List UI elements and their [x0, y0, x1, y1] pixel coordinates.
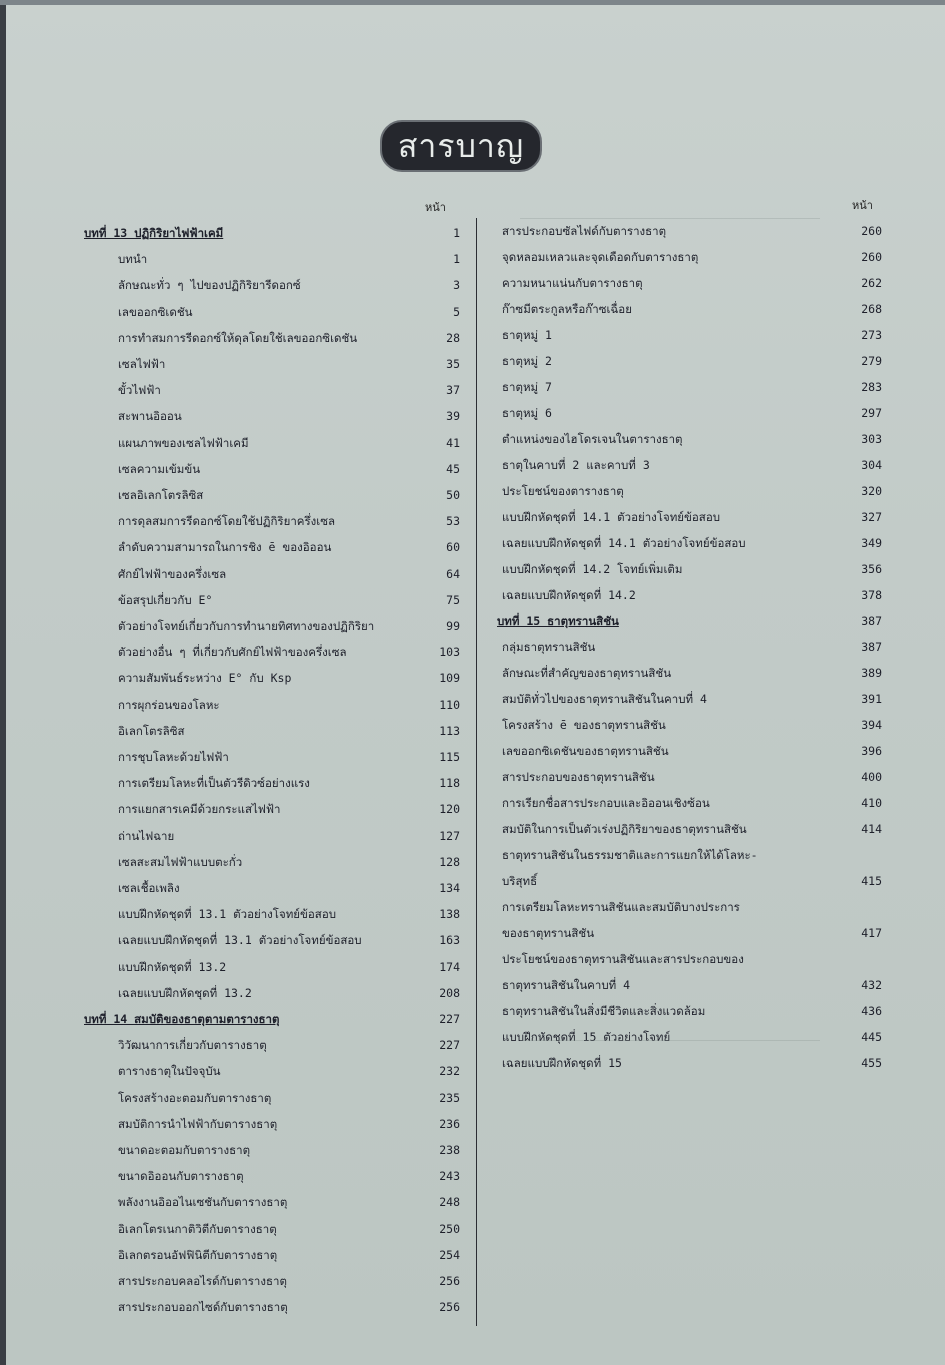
toc-entry-page: 174 — [439, 959, 460, 974]
toc-entry-title: จุดหลอมเหลวและจุดเดือดกับตารางธาตุ — [502, 250, 699, 264]
toc-entry-title: ขั้วไฟฟ้า — [118, 383, 161, 398]
toc-entry-page: 262 — [861, 276, 882, 290]
toc-entry-title: แบบฝึกหัดชุดที่ 14.2 โจทย์เพิ่มเติม — [502, 562, 683, 576]
toc-entry-page: 304 — [861, 458, 882, 472]
toc-entry-page: 235 — [439, 1090, 460, 1105]
toc-entry-page: 356 — [861, 562, 882, 576]
toc-entry-page: 128 — [439, 854, 460, 869]
toc-entry-title: วิวัฒนาการเกี่ยวกับตารางธาตุ — [118, 1038, 267, 1053]
toc-entry-page: 455 — [861, 1056, 882, 1070]
toc-entry-title: ลำดับความสามารถในการชิง ē ของอิออน — [118, 540, 332, 555]
toc-entry-page: 208 — [439, 985, 460, 1000]
page-column-header-right: หน้า — [852, 199, 873, 212]
toc-entry-page: 138 — [439, 907, 460, 922]
toc-entry-page: 99 — [446, 619, 460, 633]
page-column-header-left: หน้า — [425, 201, 446, 214]
toc-entry-page: 1 — [453, 252, 460, 267]
page-binding-edge — [0, 0, 6, 1365]
toc-entry-page: 256 — [439, 1300, 460, 1315]
toc-entry-page: 414 — [861, 822, 882, 836]
toc-entry-title: แบบฝึกหัดชุดที่ 14.1 ตัวอย่างโจทย์ข้อสอบ — [502, 510, 721, 524]
toc-entry-title: สมบัติในการเป็นตัวเร่งปฏิกิริยาของธาตุทรานสิชัน — [502, 822, 747, 836]
toc-entry-page: 243 — [439, 1169, 460, 1184]
toc-entry-title: บทนำ — [118, 252, 148, 267]
toc-entry-page: 75 — [446, 592, 460, 607]
toc-entry-page: 387 — [861, 640, 882, 654]
toc-entry-page: 110 — [439, 697, 460, 712]
toc-chapter-heading: บทที่ 13 ปฏิกิริยาไฟฟ้าเคมี — [84, 226, 224, 240]
toc-entry-title: เฉลยแบบฝึกหัดชุดที่ 14.1 ตัวอย่างโจทย์ข้อสอบ — [502, 536, 746, 550]
toc-entry-title: ธาตุหมู่ 6 — [502, 406, 552, 420]
toc-entry-page: 53 — [446, 514, 460, 529]
toc-entry-page: 417 — [861, 926, 882, 940]
toc-entry-page: 256 — [439, 1274, 460, 1288]
toc-entry-title: ประโยชน์ของธาตุทรานสิชันและสารประกอบของ — [502, 952, 744, 966]
toc-entry-page: 415 — [861, 874, 882, 888]
toc-entry-title: สมบัติทั่วไปของธาตุทรานสิชันในคาบที่ 4 — [502, 692, 707, 706]
toc-entry-title: ธาตุหมู่ 1 — [502, 328, 552, 342]
show-through-line — [520, 218, 820, 219]
toc-entry-title: ตำแหน่งของไฮโดรเจนในตารางธาตุ — [502, 432, 683, 446]
toc-entry-page: 283 — [861, 380, 882, 394]
toc-entry-page: 248 — [439, 1195, 460, 1210]
toc-entry-page: 273 — [861, 328, 882, 342]
toc-entry-page: 113 — [439, 723, 460, 738]
toc-entry-title: ตัวอย่างอื่น ๆ ที่เกี่ยวกับศักย์ไฟฟ้าของครึ่งเซล — [118, 645, 347, 660]
toc-entry-title: ลักษณะที่สำคัญของธาตุทรานสิชัน — [502, 666, 672, 680]
toc-entry-title: เฉลยแบบฝึกหัดชุดที่ 13.1 ตัวอย่างโจทย์ข้อสอบ — [118, 933, 362, 948]
toc-entry-title: ศักย์ไฟฟ้าของครึ่งเซล — [118, 566, 227, 581]
toc-entry-page: 236 — [439, 1116, 460, 1131]
toc-entry-title: ก๊าซมีตระกูลหรือก๊าซเฉื่อย — [502, 302, 632, 316]
toc-entry-page: 115 — [439, 750, 460, 764]
toc-chapter-heading: บทที่ 15 ธาตุทรานสิชัน — [497, 614, 619, 628]
toc-entry-title: โครงสร้างอะตอมกับตารางธาตุ — [118, 1090, 272, 1105]
toc-entry-title: สารประกอบซัลไฟด์กับตารางธาตุ — [502, 224, 667, 238]
column-divider — [476, 218, 477, 1326]
toc-entry-title: การแยกสารเคมีด้วยกระแสไฟฟ้า — [118, 802, 281, 817]
toc-entry-page: 3 — [453, 278, 460, 293]
page-title: สารบาญ — [397, 126, 525, 165]
toc-entry-title: เซลความเข้มข้น — [118, 461, 201, 476]
toc-entry-page: 232 — [439, 1064, 460, 1079]
toc-entry-title: ประโยชน์ของตารางธาตุ — [502, 484, 624, 498]
toc-entry-page: 320 — [861, 484, 882, 498]
toc-entry-title: เฉลยแบบฝึกหัดชุดที่ 15 — [502, 1056, 622, 1070]
toc-entry-title: ตัวอย่างโจทย์เกี่ยวกับการทำนายทิศทางของปฏิกิริยา — [118, 619, 375, 633]
toc-entry-page: 109 — [439, 671, 460, 686]
toc-entry-title: ขนาดอะตอมกับตารางธาตุ — [118, 1143, 251, 1157]
toc-entry-title: ลักษณะทั่ว ๆ ไปของปฏิกิริยารีดอกซ์ — [118, 278, 301, 293]
toc-entry-page: 387 — [861, 614, 882, 628]
toc-entry-page: 297 — [861, 406, 882, 420]
toc-entry-page: 227 — [439, 1012, 460, 1026]
toc-entry-title: ตารางธาตุในปัจจุบัน — [118, 1064, 221, 1079]
toc-entry-title: ธาตุทรานสิชันในคาบที่ 4 — [502, 978, 631, 992]
toc-entry-page: 127 — [439, 828, 460, 843]
toc-entry-title: สารประกอบคลอไรด์กับตารางธาตุ — [118, 1274, 287, 1288]
toc-entry-page: 260 — [861, 250, 882, 264]
toc-entry-page: 396 — [861, 744, 882, 758]
toc-entry-page: 268 — [861, 302, 882, 316]
toc-entry-page: 389 — [861, 666, 882, 680]
toc-entry-title: แบบฝึกหัดชุดที่ 13.1 ตัวอย่างโจทย์ข้อสอบ — [118, 907, 337, 922]
toc-entry-page: 254 — [439, 1247, 460, 1262]
toc-entry-page: 60 — [446, 540, 460, 555]
toc-entry-page: 303 — [861, 432, 882, 446]
toc-entry-page: 391 — [861, 692, 882, 706]
toc-entry-title: กลุ่มธาตุทรานสิชัน — [502, 640, 596, 654]
toc-entry-page: 394 — [861, 718, 882, 732]
toc-entry-title: ข้อสรุปเกี่ยวกับ E° — [118, 592, 213, 607]
toc-entry-title: อิเลกโตรเนกาติวิตีกับตารางธาตุ — [118, 1221, 277, 1236]
toc-entry-page: 349 — [861, 536, 882, 550]
toc-entry-title: การเตรียมโลหะที่เป็นตัวรีดิวซ์อย่างแรง — [118, 776, 310, 791]
toc-entry-page: 436 — [861, 1004, 882, 1018]
toc-entry-page: 45 — [446, 461, 460, 476]
toc-entry-page: 41 — [446, 435, 460, 450]
toc-entry-title: ธาตุหมู่ 2 — [502, 354, 552, 368]
toc-entry-title: สารประกอบออกไซด์กับตารางธาตุ — [118, 1300, 288, 1315]
toc-entry-page: 279 — [861, 354, 882, 368]
toc-entry-page: 378 — [861, 588, 882, 602]
toc-entry-page: 227 — [439, 1038, 460, 1053]
toc-entry-title: แบบฝึกหัดชุดที่ 13.2 — [118, 959, 227, 974]
toc-entry-title: เซลเชื้อเพลิง — [118, 881, 180, 895]
show-through-line — [520, 1040, 820, 1041]
toc-entry-title: ของธาตุทรานสิชัน — [502, 926, 595, 940]
toc-entry-page: 118 — [439, 776, 460, 791]
toc-entry-page: 28 — [446, 330, 460, 345]
toc-entry-title: การชุบโลหะด้วยไฟฟ้า — [118, 750, 229, 764]
toc-entry-title: ความสัมพันธ์ระหว่าง E° กับ Ksp — [118, 671, 292, 686]
toc-entry-title: โครงสร้าง ē ของธาตุทรานสิชัน — [502, 718, 666, 732]
toc-entry-page: 103 — [439, 645, 460, 660]
toc-entry-page: 410 — [861, 796, 882, 810]
toc-entry-title: สารประกอบของธาตุทรานสิชัน — [502, 770, 655, 784]
toc-entry-title: สมบัติการนำไฟฟ้ากับตารางธาตุ — [118, 1116, 278, 1131]
toc-entry-title: อิเลกโตรลิซิส — [118, 723, 185, 738]
toc-entry-title: พลังงานอิออไนเซชันกับตารางธาตุ — [118, 1195, 288, 1210]
toc-entry-title: เฉลยแบบฝึกหัดชุดที่ 14.2 — [502, 588, 636, 602]
toc-entry-title: การดุลสมการรีดอกซ์โดยใช้ปฏิกิริยาครึ่งเซล — [118, 514, 336, 529]
toc-entry-title: การเตรียมโลหะทรานสิชันและสมบัติบางประการ — [502, 900, 740, 914]
toc-entry-page: 238 — [439, 1143, 460, 1157]
toc-entry-page: 400 — [861, 770, 882, 784]
toc-entry-title: ธาตุทรานสิชันในสิ่งมีชีวิตและสิ่งแวดล้อม — [502, 1004, 706, 1018]
toc-entry-title: ความหนาแน่นกับตารางธาตุ — [502, 276, 643, 290]
toc-entry-page: 250 — [439, 1221, 460, 1236]
toc-entry-page: 39 — [446, 409, 460, 424]
toc-entry-title: การเรียกชื่อสารประกอบและอิออนเชิงซ้อน — [502, 796, 710, 810]
toc-entry-title: บริสุทธิ์ — [502, 874, 538, 888]
toc-entry-page: 37 — [446, 383, 460, 398]
toc-entry-page: 432 — [861, 978, 882, 992]
toc-entry-title: แบบฝึกหัดชุดที่ 15 ตัวอย่างโจทย์ — [502, 1030, 671, 1044]
toc-entry-title: ขนาดอิออนกับตารางธาตุ — [118, 1169, 244, 1184]
toc-entry-title: เซลไฟฟ้า — [118, 357, 166, 371]
toc-entry-title: อิเลกตรอนอัฟฟินิตีกับตารางธาตุ — [118, 1247, 278, 1262]
toc-entry-title: เลขออกซิเดชันของธาตุทรานสิชัน — [502, 744, 669, 758]
toc-entry-page: 64 — [446, 566, 460, 581]
toc-entry-page: 445 — [861, 1030, 882, 1044]
toc-entry-title: การผุกร่อนของโลหะ — [118, 697, 220, 712]
toc-entry-page: 327 — [861, 510, 882, 524]
page-top-edge — [0, 0, 945, 5]
toc-entry-title: เซลสะสมไฟฟ้าแบบตะกั่ว — [118, 854, 243, 869]
toc-entry-title: สะพานอิออน — [118, 409, 182, 424]
toc-entry-page: 5 — [453, 304, 460, 319]
title-badge — [380, 120, 542, 172]
toc-entry-page: 163 — [439, 933, 460, 948]
toc-entry-title: การทำสมการรีดอกซ์ให้ดุลโดยใช้เลขออกซิเดชัน — [118, 330, 358, 345]
toc-entry-title: ธาตุในคาบที่ 2 และคาบที่ 3 — [502, 458, 650, 472]
toc-entry-page: 260 — [861, 224, 882, 238]
toc-entry-page: 1 — [453, 226, 460, 240]
toc-entry-title: เฉลยแบบฝึกหัดชุดที่ 13.2 — [118, 985, 252, 1000]
toc-entry-page: 134 — [439, 881, 460, 895]
toc-entry-page: 50 — [446, 488, 460, 502]
toc-entry-title: ถ่านไฟฉาย — [118, 828, 175, 843]
toc-chapter-heading: บทที่ 14 สมบัติของธาตุตามตารางธาตุ — [84, 1012, 280, 1026]
toc-entry-title: เซลอิเลกโตรลิซิส — [118, 488, 204, 502]
toc-entry-page: 35 — [446, 357, 460, 371]
toc-entry-page: 120 — [439, 802, 460, 817]
toc-entry-title: ธาตุทรานสิชันในธรรมชาติและการแยกให้ได้โลหะ- — [502, 848, 758, 862]
toc-entry-title: ธาตุหมู่ 7 — [502, 380, 552, 394]
toc-entry-title: แผนภาพของเซลไฟฟ้าเคมี — [118, 435, 249, 450]
toc-entry-title: เลขออกซิเดชัน — [118, 304, 193, 319]
